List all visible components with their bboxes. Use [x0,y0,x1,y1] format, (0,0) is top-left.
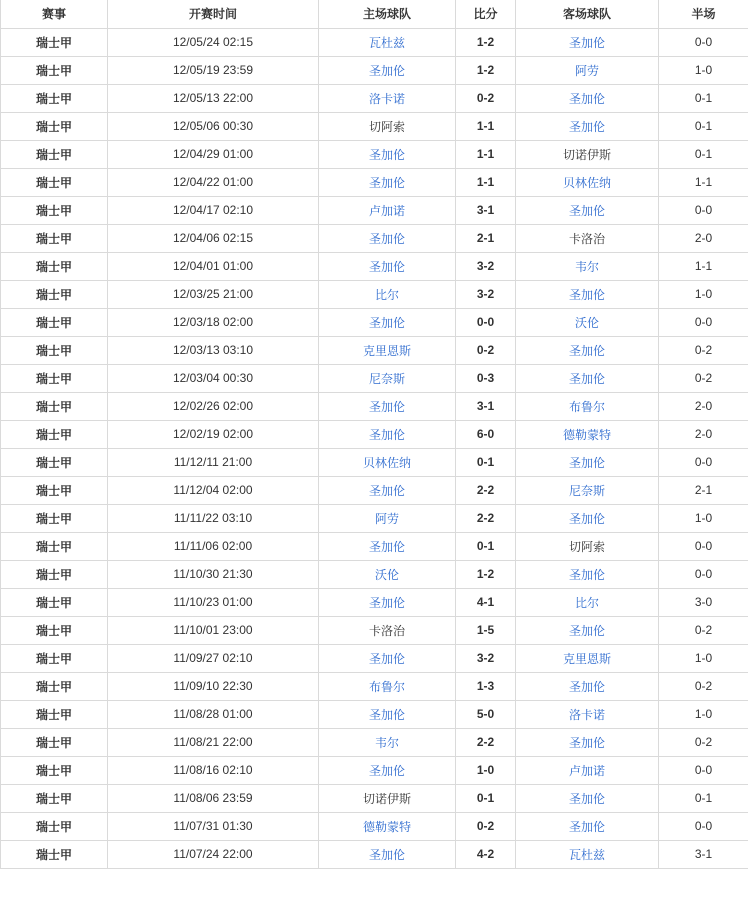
league-cell: 瑞士甲 [1,252,108,280]
halftime-cell: 0-0 [659,756,748,784]
away-team-link[interactable]: 圣加伦 [568,343,605,358]
score-cell: 0-0 [456,308,516,336]
kickoff-cell: 12/05/19 23:59 [108,56,319,84]
league-cell: 瑞士甲 [1,84,108,112]
score-cell: 1-1 [456,112,516,140]
away-team-cell [516,644,659,672]
halftime-cell: 0-0 [659,28,748,56]
home-team-cell [319,112,456,140]
table-row [1,560,748,588]
league-cell: 瑞士甲 [1,728,108,756]
away-team-cell [516,280,659,308]
league-cell: 瑞士甲 [1,784,108,812]
halftime-cell: 1-0 [659,56,748,84]
away-team-cell [516,672,659,700]
score-cell: 2-2 [456,504,516,532]
score-cell: 1-1 [456,140,516,168]
away-team-cell [516,28,659,56]
halftime-cell: 0-2 [659,364,748,392]
kickoff-cell: 11/08/06 23:59 [108,784,319,812]
away-team-link[interactable]: 圣加伦 [568,623,605,638]
away-team-label: 卡洛治 [568,231,605,246]
halftime-cell: 3-0 [659,588,748,616]
away-team-cell [516,56,659,84]
away-team-link[interactable]: 瓦杜兹 [568,847,605,862]
home-team-link[interactable]: 圣加伦 [368,707,405,722]
score-cell: 0-2 [456,336,516,364]
away-team-cell [516,168,659,196]
halftime-cell: 1-0 [659,644,748,672]
home-team-link[interactable]: 圣加伦 [368,315,405,330]
home-team-label: 切阿索 [368,119,405,134]
league-cell: 瑞士甲 [1,616,108,644]
home-team-link[interactable]: 圣加伦 [368,175,405,190]
kickoff-cell: 11/12/11 21:00 [108,448,319,476]
home-team-cell [319,28,456,56]
away-team-cell [516,700,659,728]
score-cell: 6-0 [456,420,516,448]
table-row [1,224,748,252]
kickoff-cell: 12/05/13 22:00 [108,84,319,112]
home-team-link[interactable]: 德勒蒙特 [362,819,411,834]
home-team-link[interactable]: 圣加伦 [368,651,405,666]
score-cell: 0-1 [456,448,516,476]
away-team-link[interactable]: 圣加伦 [568,455,605,470]
halftime-cell: 2-0 [659,224,748,252]
home-team-cell [319,700,456,728]
home-team-link[interactable]: 瓦杜兹 [368,35,405,50]
score-cell: 4-2 [456,840,516,868]
kickoff-cell: 12/05/24 02:15 [108,28,319,56]
away-team-link[interactable]: 圣加伦 [568,791,605,806]
home-team-link[interactable]: 圣加伦 [368,231,405,246]
home-team-cell [319,784,456,812]
kickoff-cell: 12/04/06 02:15 [108,224,319,252]
league-cell: 瑞士甲 [1,672,108,700]
score-cell: 3-2 [456,280,516,308]
halftime-cell: 0-0 [659,448,748,476]
home-team-cell [319,532,456,560]
away-team-cell [516,84,659,112]
halftime-cell: 0-1 [659,84,748,112]
home-team-cell [319,812,456,840]
league-cell: 瑞士甲 [1,420,108,448]
home-team-label: 切诺伊斯 [362,791,411,806]
score-cell: 0-3 [456,364,516,392]
league-cell: 瑞士甲 [1,336,108,364]
table-row [1,196,748,224]
home-team-cell [319,56,456,84]
kickoff-cell: 11/09/10 22:30 [108,672,319,700]
home-team-link[interactable]: 圣加伦 [368,399,405,414]
away-team-cell [516,308,659,336]
home-team-link[interactable]: 韦尔 [374,735,399,750]
away-team-link[interactable]: 圣加伦 [568,679,605,694]
home-team-cell [319,168,456,196]
table-row [1,280,748,308]
table-row [1,308,748,336]
away-team-cell [516,616,659,644]
away-team-link[interactable]: 贝林佐纳 [562,175,611,190]
league-cell: 瑞士甲 [1,448,108,476]
away-team-label: 切阿索 [568,539,605,554]
away-team-cell [516,728,659,756]
league-cell: 瑞士甲 [1,364,108,392]
home-team-cell [319,588,456,616]
league-cell: 瑞士甲 [1,560,108,588]
halftime-cell: 0-1 [659,140,748,168]
score-cell: 3-1 [456,196,516,224]
away-team-link[interactable]: 圣加伦 [568,35,605,50]
away-team-cell [516,560,659,588]
score-cell: 1-0 [456,756,516,784]
away-team-cell [516,756,659,784]
home-team-cell [319,560,456,588]
table-row [1,504,748,532]
halftime-cell: 0-0 [659,196,748,224]
league-cell: 瑞士甲 [1,504,108,532]
league-cell: 瑞士甲 [1,196,108,224]
table-row [1,84,748,112]
home-team-cell [319,308,456,336]
home-team-link[interactable]: 比尔 [374,287,399,302]
halftime-cell: 2-0 [659,392,748,420]
home-team-link[interactable]: 圣加伦 [368,63,405,78]
kickoff-cell: 11/10/01 23:00 [108,616,319,644]
column-header-league: 赛事 [1,0,108,28]
away-team-label: 切诺伊斯 [562,147,611,162]
table-row [1,476,748,504]
league-cell: 瑞士甲 [1,588,108,616]
home-team-cell [319,644,456,672]
score-cell: 1-2 [456,28,516,56]
home-team-cell [319,504,456,532]
halftime-cell: 0-2 [659,672,748,700]
away-team-link[interactable]: 圣加伦 [568,511,605,526]
home-team-cell [319,420,456,448]
league-cell: 瑞士甲 [1,840,108,868]
score-cell: 0-2 [456,84,516,112]
away-team-link[interactable]: 圣加伦 [568,819,605,834]
table-row [1,728,748,756]
home-team-link[interactable]: 圣加伦 [368,147,405,162]
table-row [1,336,748,364]
table-row [1,672,748,700]
home-team-link[interactable]: 布鲁尔 [368,679,405,694]
table-row [1,392,748,420]
league-cell: 瑞士甲 [1,532,108,560]
away-team-cell [516,784,659,812]
league-cell: 瑞士甲 [1,392,108,420]
kickoff-cell: 11/11/22 03:10 [108,504,319,532]
halftime-cell: 0-1 [659,112,748,140]
score-cell: 3-1 [456,392,516,420]
home-team-link[interactable]: 圣加伦 [368,427,405,442]
kickoff-cell: 12/04/22 01:00 [108,168,319,196]
home-team-cell [319,336,456,364]
home-team-link[interactable]: 克里恩斯 [362,343,411,358]
home-team-cell [319,672,456,700]
away-team-cell [516,812,659,840]
home-team-link[interactable]: 圣加伦 [368,259,405,274]
halftime-cell: 1-1 [659,252,748,280]
away-team-link[interactable]: 比尔 [574,595,599,610]
home-team-cell [319,280,456,308]
away-team-link[interactable]: 尼奈斯 [568,483,605,498]
home-team-link[interactable]: 圣加伦 [368,595,405,610]
away-team-cell [516,476,659,504]
home-team-cell [319,224,456,252]
away-team-cell [516,504,659,532]
home-team-cell [319,756,456,784]
kickoff-cell: 11/08/16 02:10 [108,756,319,784]
league-cell: 瑞士甲 [1,812,108,840]
home-team-link[interactable]: 阿劳 [374,511,399,526]
home-team-link[interactable]: 贝林佐纳 [362,455,411,470]
table-row [1,56,748,84]
home-team-link[interactable]: 沃伦 [374,567,399,582]
kickoff-cell: 12/04/29 01:00 [108,140,319,168]
away-team-cell [516,392,659,420]
home-team-cell [319,476,456,504]
halftime-cell: 2-0 [659,420,748,448]
halftime-cell: 0-1 [659,784,748,812]
column-header-away-team: 客场球队 [516,0,659,28]
kickoff-cell: 12/03/04 00:30 [108,364,319,392]
table-row [1,532,748,560]
home-team-link[interactable]: 圣加伦 [368,847,405,862]
table-row [1,588,748,616]
home-team-cell [319,448,456,476]
home-team-link[interactable]: 洛卡诺 [368,91,405,106]
score-cell: 2-1 [456,224,516,252]
away-team-link[interactable]: 圣加伦 [568,119,605,134]
halftime-cell: 1-0 [659,700,748,728]
table-row [1,364,748,392]
halftime-cell: 3-1 [659,840,748,868]
score-cell: 3-2 [456,252,516,280]
halftime-cell: 2-1 [659,476,748,504]
kickoff-cell: 12/03/18 02:00 [108,308,319,336]
home-team-cell [319,196,456,224]
away-team-cell [516,420,659,448]
halftime-cell: 0-2 [659,728,748,756]
away-team-cell [516,224,659,252]
league-cell: 瑞士甲 [1,140,108,168]
home-team-cell [319,728,456,756]
kickoff-cell: 12/03/25 21:00 [108,280,319,308]
league-cell: 瑞士甲 [1,28,108,56]
score-cell: 5-0 [456,700,516,728]
away-team-link[interactable]: 圣加伦 [568,91,605,106]
score-cell: 1-2 [456,56,516,84]
home-team-cell [319,616,456,644]
home-team-link[interactable]: 圣加伦 [368,763,405,778]
score-cell: 3-2 [456,644,516,672]
halftime-cell: 0-0 [659,560,748,588]
league-cell: 瑞士甲 [1,56,108,84]
score-cell: 1-5 [456,616,516,644]
league-cell: 瑞士甲 [1,168,108,196]
table-row [1,644,748,672]
table-row [1,756,748,784]
halftime-cell: 0-0 [659,308,748,336]
kickoff-cell: 12/02/19 02:00 [108,420,319,448]
score-cell: 0-2 [456,812,516,840]
score-cell: 1-1 [456,168,516,196]
halftime-cell: 1-0 [659,504,748,532]
away-team-link[interactable]: 圣加伦 [568,287,605,302]
kickoff-cell: 12/05/06 00:30 [108,112,319,140]
column-header-score: 比分 [456,0,516,28]
away-team-link[interactable]: 洛卡诺 [568,707,605,722]
halftime-cell: 0-0 [659,812,748,840]
table-row [1,252,748,280]
home-team-link[interactable]: 卢加诺 [368,203,405,218]
away-team-cell [516,252,659,280]
table-row [1,420,748,448]
away-team-link[interactable]: 圣加伦 [568,203,605,218]
table-row [1,448,748,476]
kickoff-cell: 11/07/31 01:30 [108,812,319,840]
kickoff-cell: 11/10/30 21:30 [108,560,319,588]
table-header-row [1,0,748,28]
home-team-cell [319,364,456,392]
score-cell: 0-1 [456,532,516,560]
kickoff-cell: 11/12/04 02:00 [108,476,319,504]
away-team-cell [516,196,659,224]
league-cell: 瑞士甲 [1,280,108,308]
away-team-link[interactable]: 圣加伦 [568,735,605,750]
away-team-link[interactable]: 布鲁尔 [568,399,605,414]
halftime-cell: 0-2 [659,336,748,364]
league-cell: 瑞士甲 [1,476,108,504]
kickoff-cell: 12/04/17 02:10 [108,196,319,224]
halftime-cell: 1-0 [659,280,748,308]
table-row [1,140,748,168]
table-row [1,168,748,196]
league-cell: 瑞士甲 [1,756,108,784]
column-header-kickoff: 开赛时间 [108,0,319,28]
away-team-cell [516,140,659,168]
table-row [1,840,748,868]
column-header-halftime: 半场 [659,0,748,28]
score-cell: 2-2 [456,728,516,756]
table-row [1,112,748,140]
away-team-link[interactable]: 圣加伦 [568,371,605,386]
away-team-link[interactable]: 韦尔 [574,259,599,274]
away-team-cell [516,588,659,616]
league-cell: 瑞士甲 [1,700,108,728]
away-team-link[interactable]: 沃伦 [574,315,599,330]
home-team-link[interactable]: 圣加伦 [368,483,405,498]
away-team-cell [516,840,659,868]
kickoff-cell: 11/11/06 02:00 [108,532,319,560]
score-cell: 4-1 [456,588,516,616]
kickoff-cell: 12/02/26 02:00 [108,392,319,420]
away-team-link[interactable]: 阿劳 [574,63,599,78]
away-team-link[interactable]: 圣加伦 [568,567,605,582]
home-team-cell [319,840,456,868]
away-team-cell [516,364,659,392]
home-team-cell [319,140,456,168]
kickoff-cell: 11/09/27 02:10 [108,644,319,672]
table-row [1,700,748,728]
league-cell: 瑞士甲 [1,224,108,252]
kickoff-cell: 11/08/28 01:00 [108,700,319,728]
league-cell: 瑞士甲 [1,308,108,336]
table-row [1,784,748,812]
away-team-cell [516,112,659,140]
kickoff-cell: 11/10/23 01:00 [108,588,319,616]
away-team-cell [516,336,659,364]
kickoff-cell: 11/08/21 22:00 [108,728,319,756]
halftime-cell: 0-0 [659,532,748,560]
kickoff-cell: 12/03/13 03:10 [108,336,319,364]
home-team-label: 卡洛治 [368,623,405,638]
league-cell: 瑞士甲 [1,644,108,672]
table-row [1,28,748,56]
table-row [1,616,748,644]
halftime-cell: 0-2 [659,616,748,644]
score-cell: 0-1 [456,784,516,812]
home-team-cell [319,392,456,420]
score-cell: 1-3 [456,672,516,700]
table-row [1,812,748,840]
home-team-link[interactable]: 圣加伦 [368,539,405,554]
score-cell: 1-2 [456,560,516,588]
home-team-link[interactable]: 尼奈斯 [368,371,405,386]
home-team-cell [319,84,456,112]
home-team-cell [319,252,456,280]
league-cell: 瑞士甲 [1,112,108,140]
away-team-cell [516,448,659,476]
kickoff-cell: 11/07/24 22:00 [108,840,319,868]
away-team-link[interactable]: 卢加诺 [568,763,605,778]
away-team-cell [516,532,659,560]
score-cell: 2-2 [456,476,516,504]
away-team-link[interactable]: 克里恩斯 [562,651,611,666]
column-header-home-team: 主场球队 [319,0,456,28]
kickoff-cell: 12/04/01 01:00 [108,252,319,280]
away-team-link[interactable]: 德勒蒙特 [562,427,611,442]
halftime-cell: 1-1 [659,168,748,196]
